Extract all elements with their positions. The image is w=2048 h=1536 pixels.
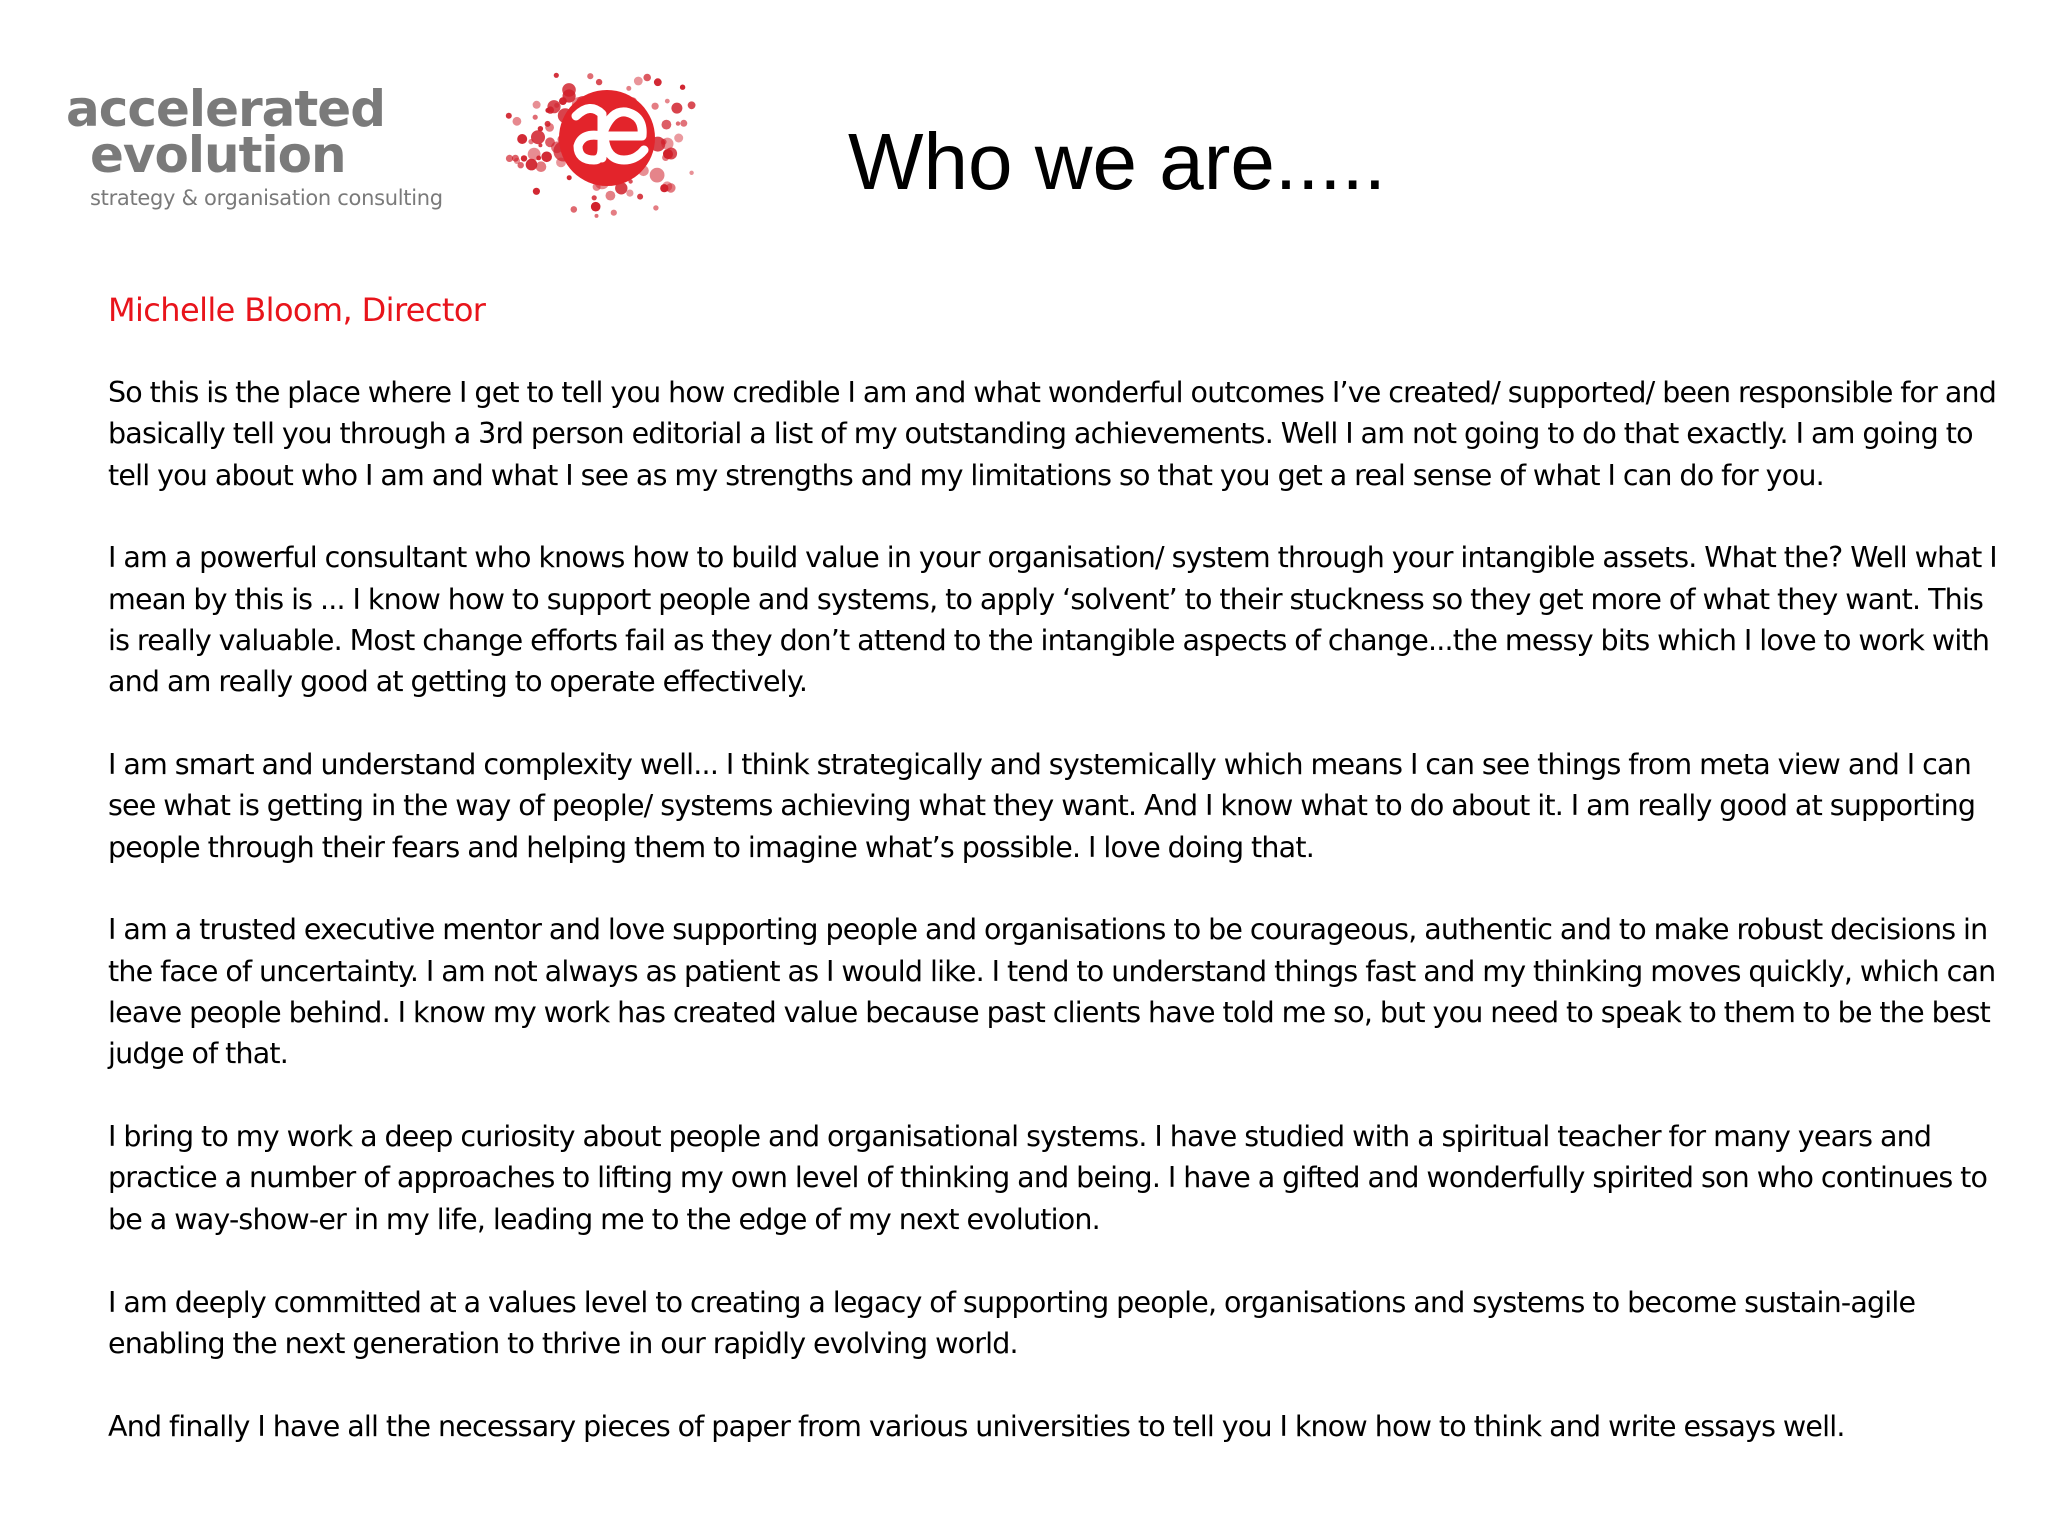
paragraph-curiosity: I bring to my work a deep curiosity about people and organisational systems. I have studied with a spiritual teacher for many years and practice a number of approaches to lifting my own level of thinking and being. I have a gifted and wonderfully spirited son who continues to be a way-show-er in my life, leading me to the edge of my next evolution. bbox=[108, 1120, 1988, 1236]
paragraph-commitment: I am deeply committed at a values level to creating a legacy of supporting people, organisations and systems to become sustain-agile enabling the next generation to thrive in our rapidly evolving world. bbox=[108, 1285, 1916, 1360]
logo-tagline: strategy & organisation consulting bbox=[90, 186, 443, 210]
paragraph-qualifications: And finally I have all the necessary pieces of paper from various universities to tell you I know how to think and write essays well. bbox=[108, 1409, 1845, 1443]
paragraph-complexity: I am smart and understand complexity well... I think strategically and systemically which means I can see things from meta view and I can see what is getting in the way of people/ systems achieving what they want. And I know what to do about it. I am really good at supporting people through their fears and helping them to imagine what’s possible. I love doing that. bbox=[108, 748, 1976, 864]
paragraph-intro: So this is the place where I get to tell you how credible I am and what wonderful outcomes I’ve created/ supported/ been responsible for and basically tell you through a 3rd person editorial a list of my outstanding achievements. Well I am not going to do that exactly. I am going to tell you about who I am and what I see as my strengths and my limitations so that you get a real sense of what I can do for you. bbox=[108, 376, 1997, 492]
author-heading: Michelle Bloom, Director bbox=[108, 291, 486, 329]
paragraph-mentor: I am a trusted executive mentor and love supporting people and organisations to be courageous, authentic and to make robust decisions in the face of uncertainty. I am not always as patient as I would like. I tend to understand things fast and my thinking moves quickly, which can leave people behind. I know my work has created value because past clients have told me so, but you need to speak to them to be the best judge of that. bbox=[108, 913, 1996, 1071]
page-title: Who we are..... bbox=[848, 117, 1386, 206]
profile-content bbox=[108, 290, 2008, 1488]
logo-line-accelerated: accelerated bbox=[66, 80, 385, 138]
ae-emblem-icon bbox=[498, 50, 716, 222]
paragraph-consultant: I am a powerful consultant who knows how to build value in your organisation/ system through your intangible assets. What the? Well what I mean by this is ... I know how to support people and systems, to apply ‘solvent’ to their stuckness so they get more of what they want. This is really valuable. Most change efforts fail as they don’t attend to the intangible aspects of change...the messy bits which I love to work with and am really good at getting to operate effectively. bbox=[108, 541, 1997, 699]
logo-line-evolution: evolution bbox=[90, 126, 346, 184]
company-logo bbox=[66, 80, 456, 216]
